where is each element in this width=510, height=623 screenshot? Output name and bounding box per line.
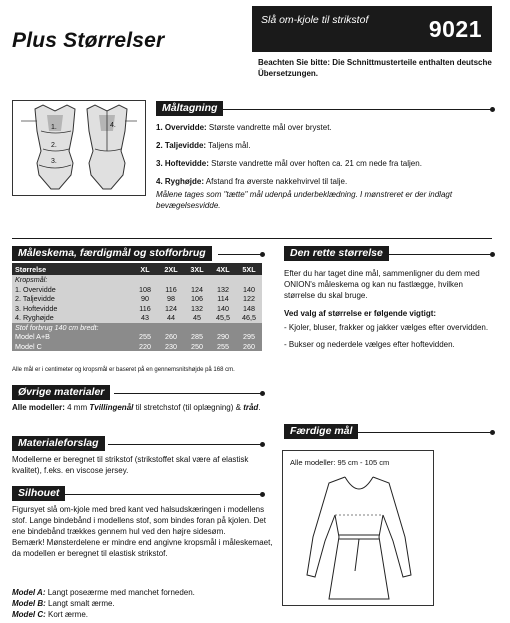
material-suggestion-text: Modellerne er beregnet til strikstof (strikstoffet skal være af elastisk kvalitet), f.eks. en viscose jersey. xyxy=(12,455,249,476)
other-materials-rule-dot xyxy=(260,391,265,396)
figure-label-4: 4. xyxy=(110,122,116,129)
material-suggestion-heading: Materialeforslag xyxy=(12,436,105,451)
size-chart-heading: Måleskema, færdigmål og stofforbrug xyxy=(12,246,212,261)
measurement-item: 3. Hoftevidde: Største vandrette mål over hoften ca. 21 cm nede fra taljen. xyxy=(156,159,422,168)
table-row: Stof forbrug 140 cm bredt: xyxy=(12,323,262,333)
size-table xyxy=(12,263,262,351)
list-item: - Bukser og nederdele vælges efter hoftevidden. xyxy=(284,340,455,350)
measurements-rule xyxy=(222,109,492,110)
right-size-bullets xyxy=(284,322,492,350)
dress-silhouette-illustration xyxy=(299,471,419,603)
body-form-illustration xyxy=(13,101,145,195)
measurements-heading: Måltagning xyxy=(156,101,223,116)
pattern-subtitle: Slå om-kjole til strikstof xyxy=(261,14,369,26)
table-row: Kropsmål: xyxy=(12,275,262,285)
table-row: 4. Ryghøjde 43 44 45 45,5 46,5 xyxy=(12,313,262,323)
figure-label-2: 2. xyxy=(51,142,57,149)
table-row: 3. Hoftevidde 116 124 132 140 148 xyxy=(12,304,262,314)
right-size-rule-dot xyxy=(490,252,495,257)
brand-title: Plus Størrelser xyxy=(12,29,165,52)
model-list xyxy=(12,587,276,621)
table-row: 2. Taljevidde 90 98 106 114 122 xyxy=(12,294,262,304)
table-row: Model A+B 255 260 285 290 295 xyxy=(12,332,262,342)
measurement-item: 2. Taljevidde: Taljens mål. xyxy=(156,141,251,150)
list-item: - Kjoler, bluser, frakker og jakker vælges efter overvidden. xyxy=(284,323,489,333)
finished-measure-box xyxy=(282,450,434,606)
material-suggestion-rule-dot xyxy=(260,442,265,447)
table-row: 1. Overvidde 108 116 124 132 140 xyxy=(12,285,262,295)
size-chart-rule-dot xyxy=(260,252,265,257)
silhouette-rule xyxy=(64,494,262,495)
figure-label-3: 3. xyxy=(51,158,57,165)
silhouette-heading: Silhouet xyxy=(12,486,65,501)
pattern-number: 9021 xyxy=(428,16,482,42)
right-size-bold: Ved valg af størrelse er følgende vigtigt: xyxy=(284,309,437,319)
table-row: Model C 220 230 250 255 260 xyxy=(12,342,262,352)
measurement-figure xyxy=(12,100,146,196)
pattern-header-box xyxy=(252,6,492,52)
measurement-item: 1. Overvidde: Største vandrette mål over brystet. xyxy=(156,123,332,132)
silhouette-text xyxy=(12,504,276,559)
right-size-text xyxy=(284,268,492,356)
other-materials-heading: Øvrige materialer xyxy=(12,385,110,400)
silhouette-desc: Figursyet slå om-kjole med bred kant ved halsudskæringen i modellens stof. Lange bindebånd i modellens stof, som bindes foran på kjolen. Det ene bindebånd trækkes gennem hul ved den højre sidesøm. xyxy=(12,505,266,537)
list-item: Model B: Langt smalt ærme. xyxy=(12,599,115,609)
measurement-list xyxy=(156,123,496,212)
finished-heading: Færdige mål xyxy=(284,424,358,439)
size-table-footnote: Alle mål er i centimeter og kropsmål er baseret på en gennemsnitshøjde på 168 cm. xyxy=(12,367,235,373)
figure-label-1: 1. xyxy=(51,124,57,131)
right-size-rule xyxy=(388,254,492,255)
measurement-item: 4. Ryghøjde: Afstand fra øverste nakkehvirvel til talje. xyxy=(156,177,348,186)
list-item: Model A: Langt poseærme med manchet forneden. xyxy=(12,588,195,597)
measurements-rule-dot xyxy=(490,107,495,112)
silhouette-rule-dot xyxy=(260,492,265,497)
size-chart-rule xyxy=(218,254,262,255)
measurement-note: Målene tages som "tætte" mål udenpå underbeklædning. I mønstreret er der indlagt bevægelsesvidde. xyxy=(156,190,453,210)
list-item: Model C: Kort ærme. xyxy=(12,610,89,620)
right-size-intro: Efter du har taget dine mål, sammenligner du dem med ONION's måleskema og kan nu fastlægge, hvilken størrelse du skal bruge. xyxy=(284,269,480,301)
material-suggestion-rule xyxy=(108,444,262,445)
translation-note: Beachten Sie bitte: Die Schnittmusterteile enthalten deutsche Übersetzungen. xyxy=(258,58,492,78)
silhouette-remark: Bemærk! Mønsterdelene er mindre end angivne kropsmål i måleskemaet, da modellen er beregnet til elastisk strikstof. xyxy=(12,538,273,559)
finished-rule xyxy=(356,432,492,433)
other-materials-text: Alle modeller: 4 mm Tvillingenål til stretchstof (til oplægning) & tråd. xyxy=(12,403,261,412)
other-materials-rule xyxy=(114,393,262,394)
divider-rule xyxy=(12,238,492,239)
finished-measure-label: Alle modeller: 95 cm - 105 cm xyxy=(290,458,390,467)
finished-rule-dot xyxy=(490,430,495,435)
size-table-header: Størrelse XL 2XL 3XL 4XL 5XL xyxy=(12,263,262,275)
right-size-heading: Den rette størrelse xyxy=(284,246,389,261)
